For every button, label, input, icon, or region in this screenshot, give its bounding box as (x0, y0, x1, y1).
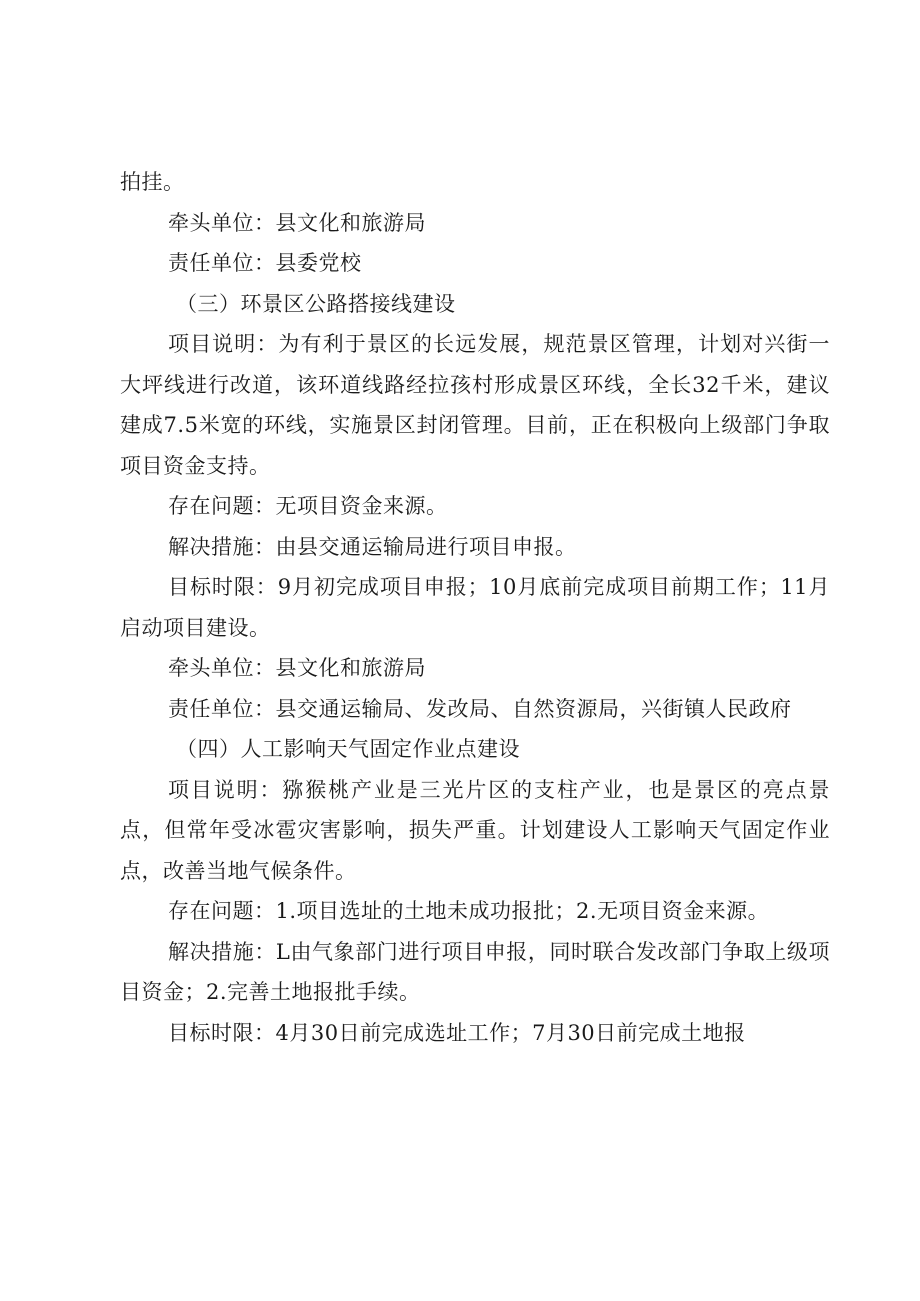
project-description: 项目说明：为有利于景区的长远发展，规范景区管理，计划对兴街一大坪线进行改道，该环道线路经拉孩村形成景区环线，全长32千米，建议建成7.5米宽的环线，实施景区封闭管理。目前，正在积极向上级部门争取项目资金支持。 (120, 332, 830, 478)
target-timeline: 目标时限：4月30日前完成选址工作；7月30日前完成土地报 (168, 1020, 746, 1045)
existing-problem: 存在问题：无项目资金来源。 (168, 494, 448, 518)
responsible-unit: 责任单位：县交通运输局、发改局、自然资源局，兴街镇人民政府 (168, 696, 792, 721)
responsible-unit: 责任单位：县委党校 (168, 251, 362, 275)
existing-problem: 存在问题：1.项目选址的土地未成功报批；2.无项目资金来源。 (168, 899, 770, 923)
project-description: 项目说明：猕猴桃产业是三光片区的支柱产业，也是景区的亮点景点，但常年受冰雹灾害影响，损失严重。计划建设人工影响天气固定作业点，改善当地气候条件。 (120, 777, 830, 883)
lead-unit: 牵头单位：县文化和旅游局 (168, 656, 426, 680)
solution-measures: 解决措施：L由气象部门进行项目申报，同时联合发改部门争取上级项目资金；2.完善土地报批手续。 (120, 939, 830, 1004)
document-body (120, 162, 830, 1053)
section-heading-3: （三）环景区公路搭接线建设 (176, 291, 456, 316)
solution-measures: 解决措施：由县交通运输局进行项目申报。 (168, 534, 577, 559)
paragraph-continuation: 拍挂。 (120, 170, 185, 194)
target-timeline: 目标时限：9月初完成项目申报；10月底前完成项目前期工作；11月启动项目建设。 (120, 575, 830, 640)
section-heading-4: （四）人工影响天气固定作业点建设 (176, 737, 520, 761)
lead-unit: 牵头单位：县文化和旅游局 (168, 210, 426, 235)
